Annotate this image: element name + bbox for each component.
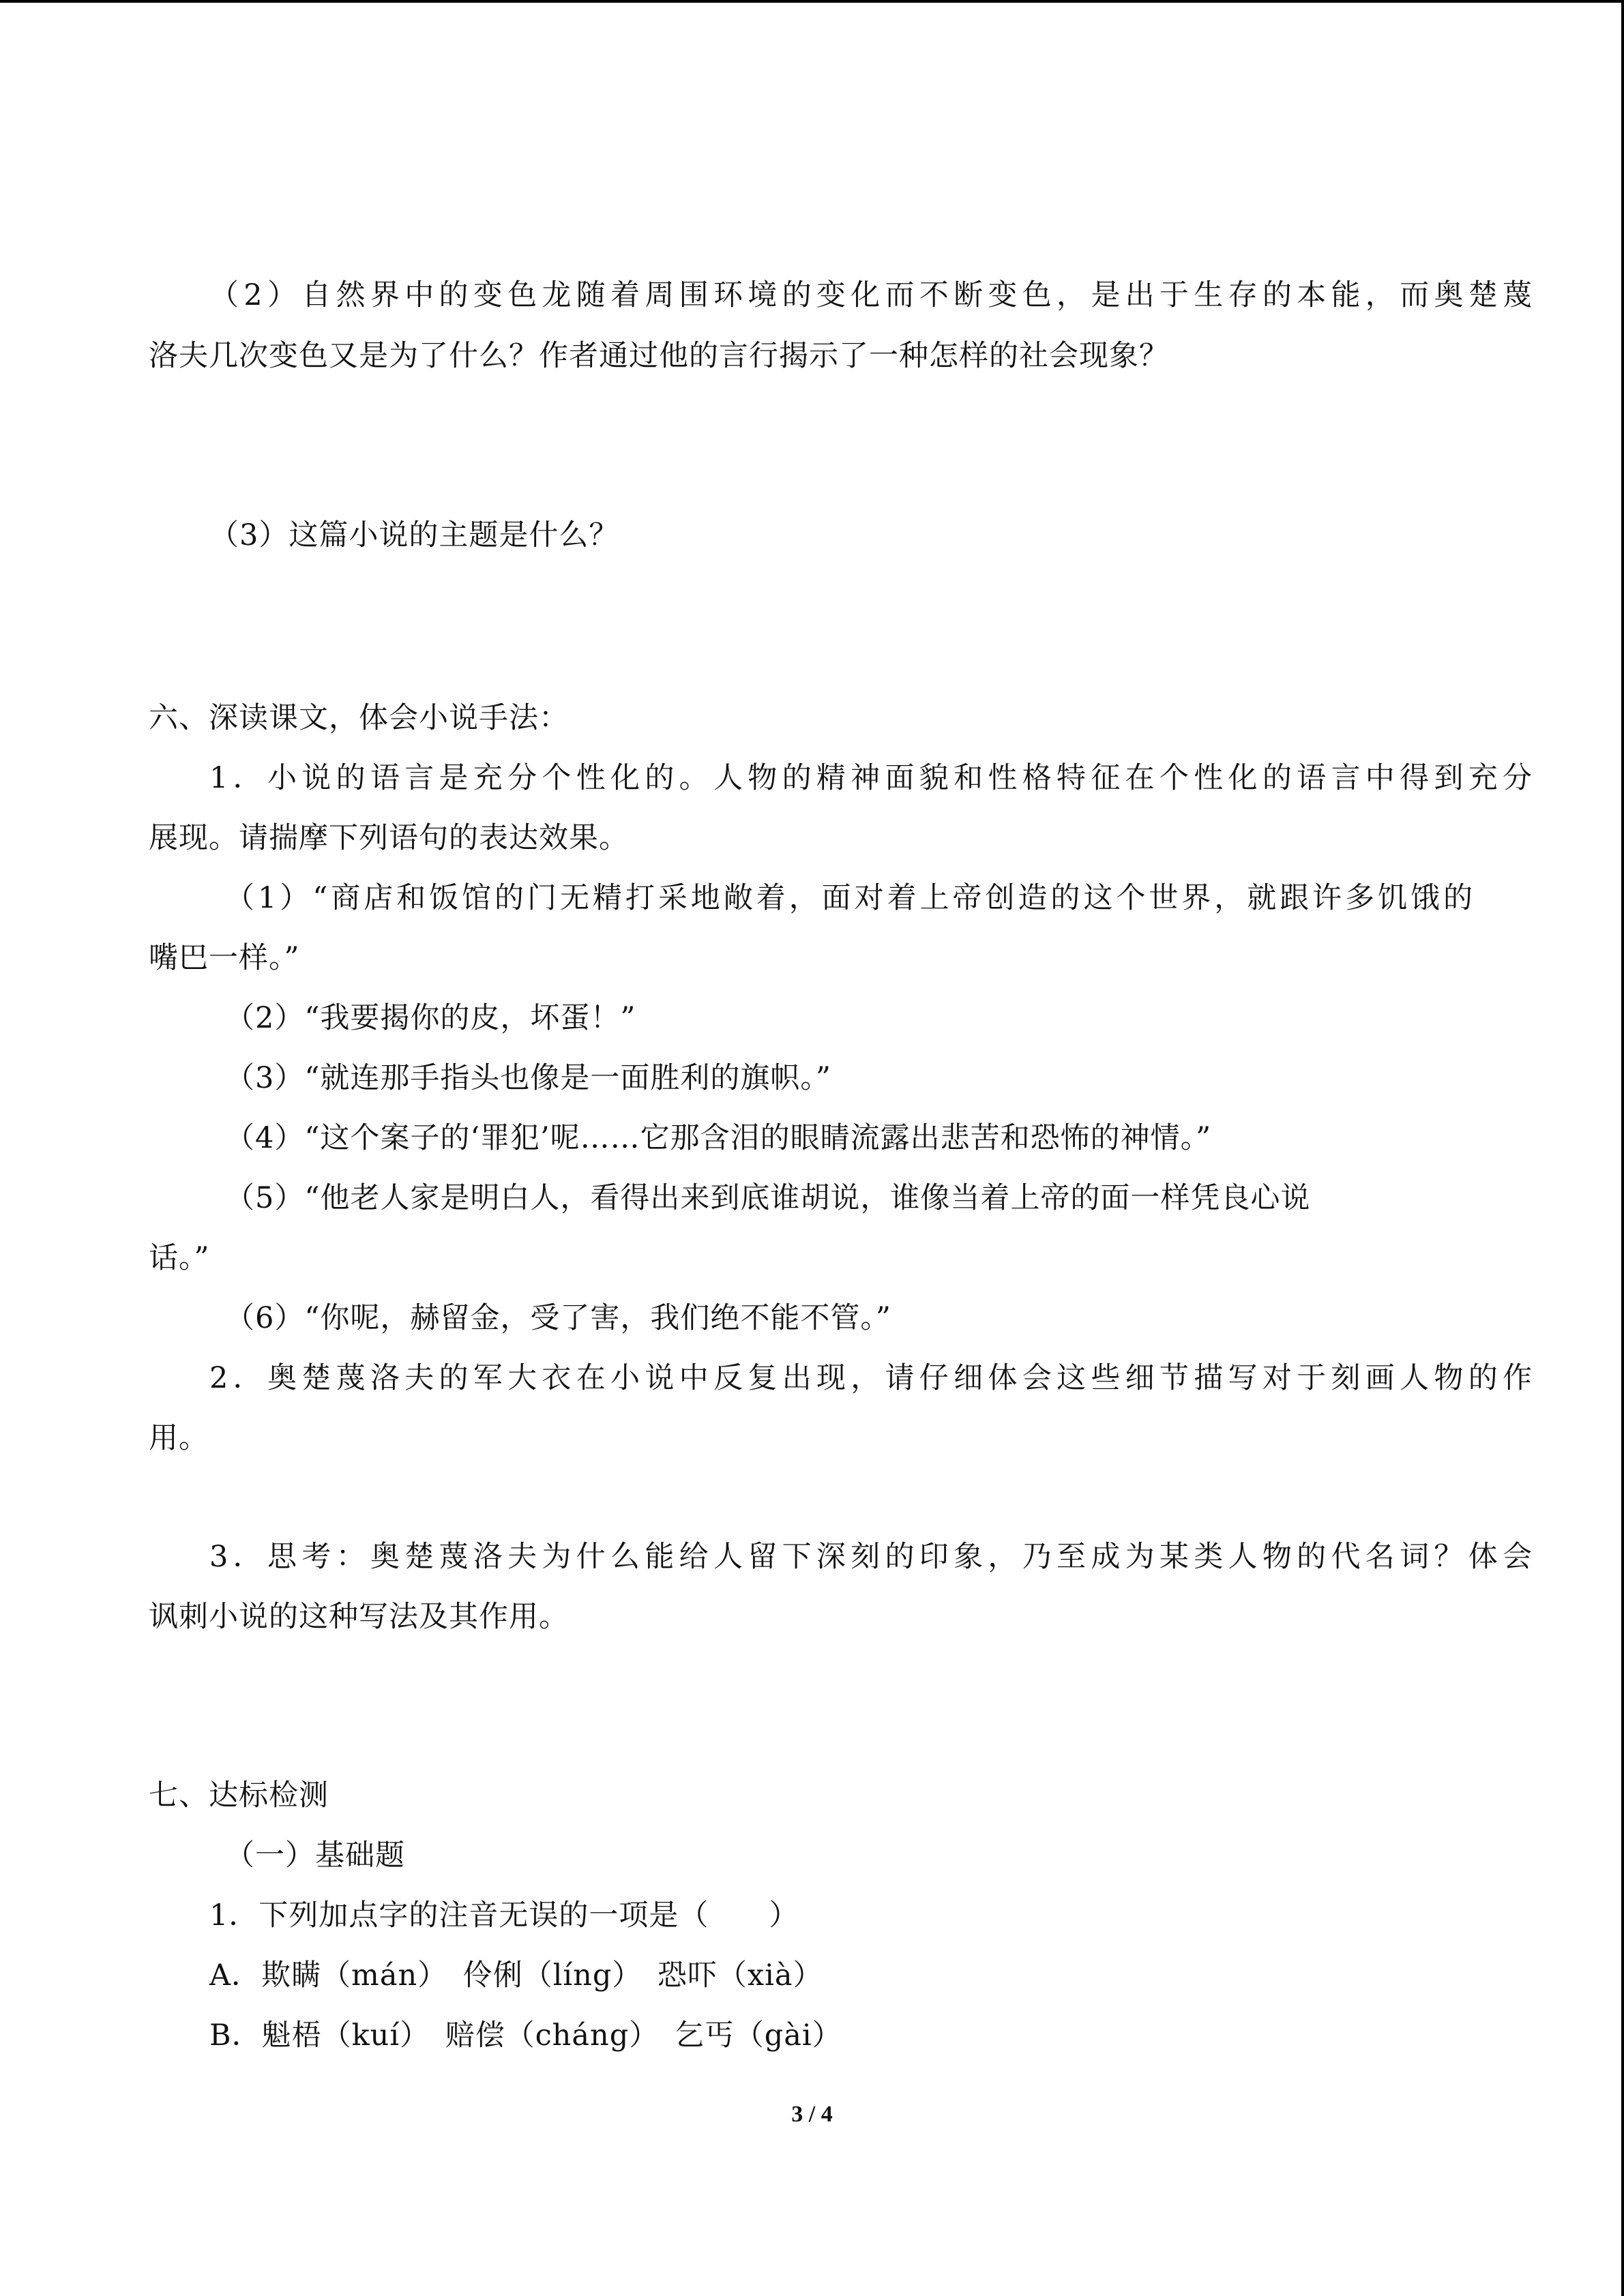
- section-7-heading: 七、达标检测: [149, 1778, 329, 1813]
- option-a: A．欺瞒（mán） 伶俐（líng） 恐吓（xià）: [209, 1958, 823, 1993]
- item-2-line-1: 2．奥楚蔑洛夫的军大衣在小说中反复出现，请仔细体会这些细节描写对于刻画人物的作: [209, 1361, 1533, 1395]
- section-6-heading: 六、深读课文，体会小说手法：: [149, 701, 569, 735]
- item-3-line-2: 讽刺小说的这种写法及其作用。: [149, 1600, 569, 1634]
- item-2-line-2: 用。: [149, 1421, 209, 1455]
- page-border-top: [0, 0, 1624, 3]
- quote-1-line-1: （1）“商店和饭馆的门无精打采地敞着，面对着上帝创造的这个世界，就跟许多饥饿的: [225, 881, 1473, 915]
- quote-6: （6）“你呢，赫留金，受了害，我们绝不能不管。”: [225, 1301, 891, 1335]
- option-b: B．魁梧（kuí） 赔偿（cháng） 乞丐（gài）: [209, 2018, 842, 2053]
- mc-question-1: 1．下列加点字的注音无误的一项是（ ）: [209, 1898, 799, 1933]
- page-border-right: [1621, 0, 1624, 2296]
- question-3: （3）这篇小说的主题是什么？: [209, 518, 619, 552]
- quote-5-line-1: （5）“他老人家是明白人，看得出来到底谁胡说，谁像当着上帝的面一样凭良心说: [225, 1181, 1311, 1215]
- page-number: 3 / 4: [791, 2102, 833, 2127]
- subsection-basic-heading: （一）基础题: [225, 1838, 405, 1873]
- item-1-line-1: 1．小说的语言是充分个性化的。人物的精神面貌和性格特征在个性化的语言中得到充分: [209, 761, 1533, 795]
- quote-4: （4）“这个案子的‘罪犯’呢……它那含泪的眼睛流露出悲苦和恐怖的神情。”: [225, 1121, 1212, 1155]
- item-1-line-2: 展现。请揣摩下列语句的表达效果。: [149, 821, 629, 855]
- quote-2: （2）“我要揭你的皮，坏蛋！”: [225, 1001, 636, 1035]
- quote-3: （3）“就连那手指头也像是一面胜利的旗帜。”: [225, 1061, 831, 1095]
- item-3-line-1: 3．思考：奥楚蔑洛夫为什么能给人留下深刻的印象，乃至成为某类人物的代名词？体会: [209, 1540, 1533, 1574]
- question-2-line-2: 洛夫几次变色又是为了什么？作者通过他的言行揭示了一种怎样的社会现象？: [149, 339, 1169, 373]
- question-2-line-1: （2）自然界中的变色龙随着周围环境的变化而不断变色，是出于生存的本能，而奥楚蔑: [209, 278, 1533, 312]
- quote-5-line-2: 话。”: [149, 1241, 210, 1275]
- quote-1-line-2: 嘴巴一样。”: [149, 941, 300, 975]
